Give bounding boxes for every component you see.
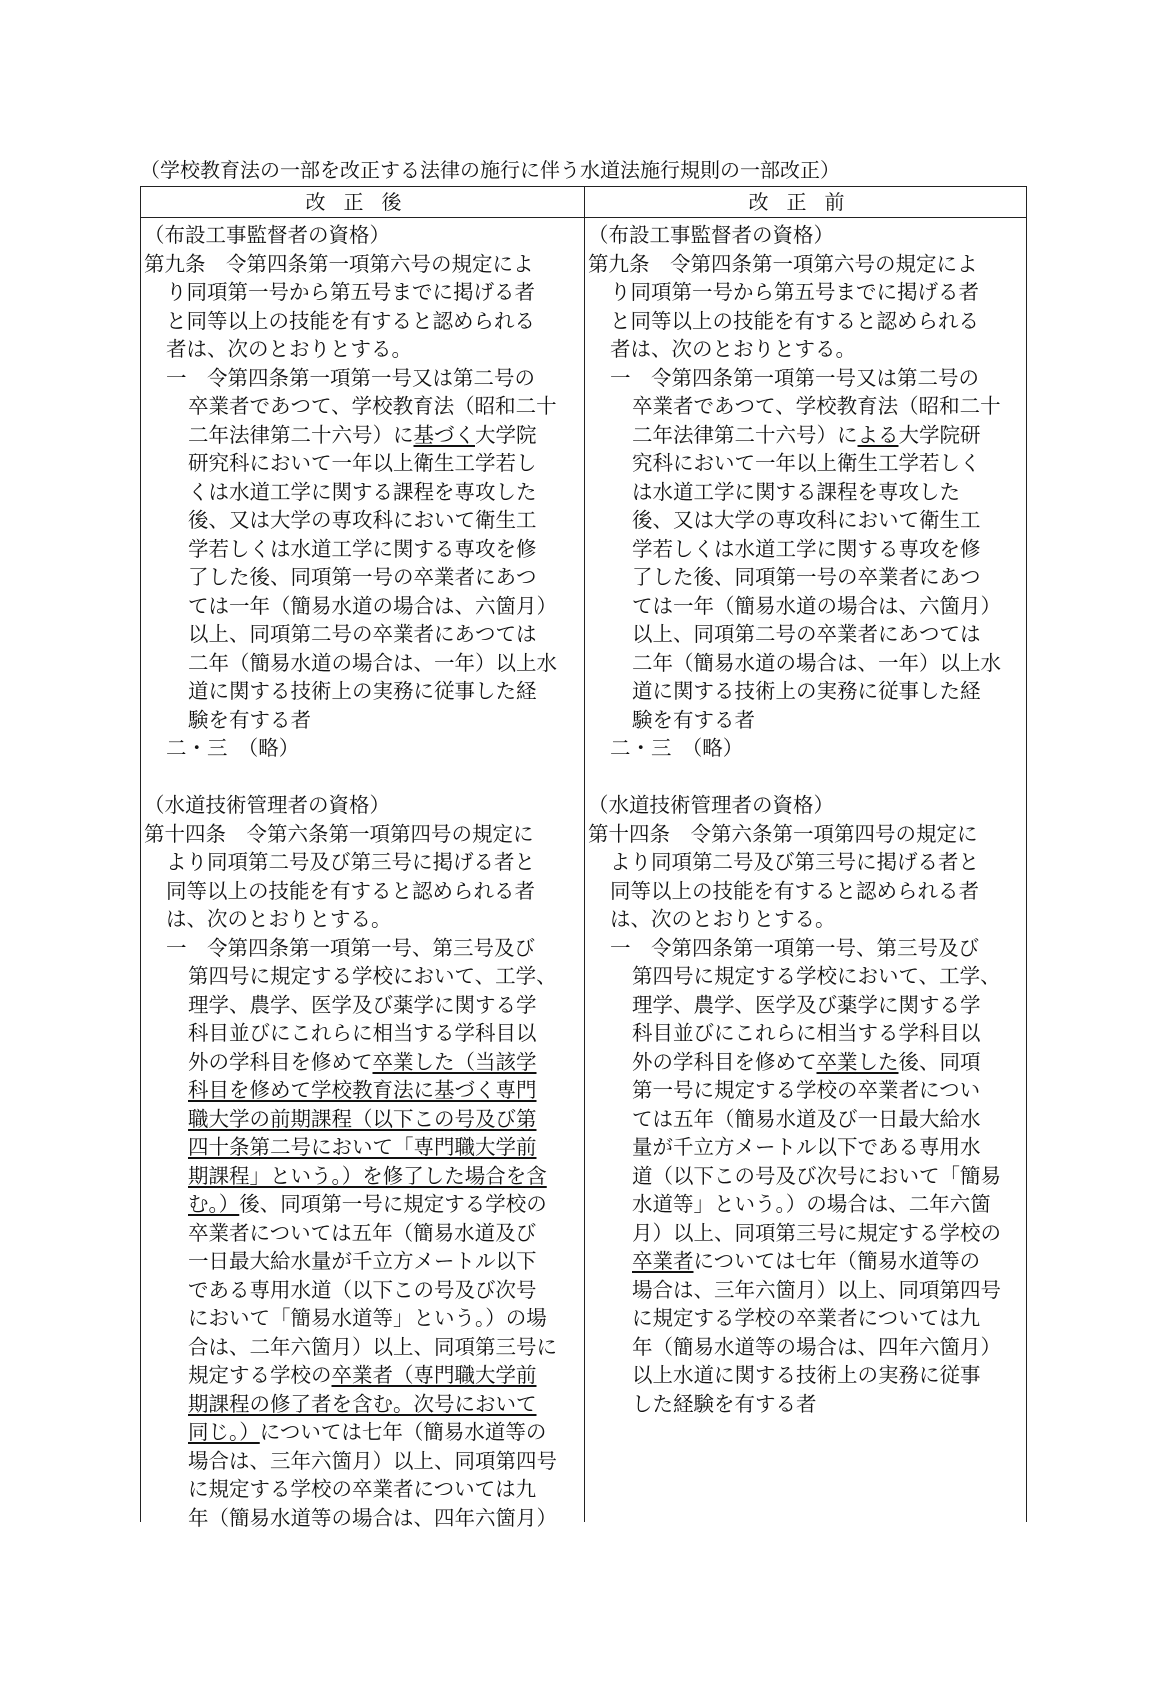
article-line: り同項第一号から第五号までに掲げる者 xyxy=(166,280,535,304)
article-line: 同等以上の技能を有すると認められる者 xyxy=(610,878,979,903)
item-line: 月）以上、同項第三号に規定する学校の xyxy=(632,1220,1001,1245)
item-line: 二年（簡易水道の場合は、一年）以上水 xyxy=(188,650,557,675)
article-line: 第十四条 令第六条第一項第四号の規定に xyxy=(144,821,534,846)
item-line: 卒業者については七年（簡易水道等の xyxy=(632,1249,981,1273)
article-line: 第九条 令第四条第一項第六号の規定によ xyxy=(144,251,534,276)
item-line: 二年法律第二十六号）による大学院研 xyxy=(632,422,981,447)
amended-text: 科目を修めて学校教育法に基づく専門 xyxy=(188,1078,537,1102)
comparison-table xyxy=(140,186,1027,1530)
item-line: 第四号に規定する学校において、工学、 xyxy=(188,964,557,988)
item-line: 了した後、同項第一号の卒業者にあつ xyxy=(188,565,537,589)
amended-text: 卒業した xyxy=(816,1049,899,1074)
item-line: 科目並びにこれらに相当する学科目以 xyxy=(188,1021,537,1045)
header-after: 改正後 xyxy=(305,190,420,214)
item-line: 理学、農学、医学及び薬学に関する学 xyxy=(632,992,981,1017)
item-line: 研究科において一年以上衛生工学若し xyxy=(188,451,537,475)
item-line: 究科において一年以上衛生工学若しく xyxy=(632,451,981,475)
amended-text: よる xyxy=(857,422,899,447)
item-line: 場合は、三年六箇月）以上、同項第四号 xyxy=(188,1448,557,1473)
article-line: と同等以上の技能を有すると認められる xyxy=(166,308,535,333)
item-line: 学若しくは水道工学に関する専攻を修 xyxy=(632,536,981,561)
article-line: 第九条 令第四条第一項第六号の規定によ xyxy=(588,251,978,276)
item-line: において「簡易水道等」という。）の場 xyxy=(188,1306,547,1330)
item-line: 道に関する技術上の実務に従事した経 xyxy=(632,679,981,703)
item-line: 卒業者であつて、学校教育法（昭和二十 xyxy=(188,394,557,418)
item-line: は水道工学に関する課程を専攻した xyxy=(632,479,960,504)
item-line: である専用水道（以下この号及び次号 xyxy=(188,1277,537,1302)
amended-text: 期課程の修了者を含む。次号において xyxy=(188,1391,537,1416)
article-line: と同等以上の技能を有すると認められる xyxy=(610,308,979,333)
item-line: 第一号に規定する学校の卒業者につい xyxy=(632,1078,981,1102)
item-line: 験を有する者 xyxy=(188,707,311,732)
column-divider xyxy=(584,187,585,1522)
amended-text: 卒業者 xyxy=(632,1249,694,1273)
item-line: 一日最大給水量が千立方メートル以下 xyxy=(188,1249,537,1273)
amended-text: 卒業者（専門職大学前 xyxy=(331,1363,537,1387)
amended-text: 四十条第二号において「専門職大学前 xyxy=(188,1135,537,1159)
item-line: くは水道工学に関する課程を専攻した xyxy=(188,479,537,504)
item-line: 一 令第四条第一項第一号又は第二号の xyxy=(610,365,979,390)
item-line: 理学、農学、医学及び薬学に関する学 xyxy=(188,992,537,1017)
article-line: は、次のとおりとする。 xyxy=(610,907,836,931)
item-line: 一 令第四条第一項第一号、第三号及び xyxy=(610,935,979,960)
item-line: 二年（簡易水道の場合は、一年）以上水 xyxy=(632,650,1001,675)
article-heading: （水道技術管理者の資格） xyxy=(588,793,834,817)
article-line: より同項第二号及び第三号に掲げる者と xyxy=(166,850,535,874)
item-line: 場合は、三年六箇月）以上、同項第四号 xyxy=(632,1277,1001,1302)
item-line: 年（簡易水道等の場合は、四年六箇月） xyxy=(188,1505,557,1530)
item-line: 年（簡易水道等の場合は、四年六箇月） xyxy=(632,1334,1001,1359)
item-line: 以上水道に関する技術上の実務に従事 xyxy=(632,1363,981,1387)
item-line: 学若しくは水道工学に関する専攻を修 xyxy=(188,536,537,561)
document-title: （学校教育法の一部を改正する法律の施行に伴う水道法施行規則の一部改正） xyxy=(140,158,840,182)
item-line: 同じ。）については七年（簡易水道等の xyxy=(188,1420,547,1444)
item-line: 道に関する技術上の実務に従事した経 xyxy=(188,679,537,703)
item-line: に規定する学校の卒業者については九 xyxy=(632,1306,981,1330)
item-line: 以上、同項第二号の卒業者にあつては xyxy=(188,622,537,646)
amended-text: 基づく xyxy=(413,422,475,447)
item-line: 科目並びにこれらに相当する学科目以 xyxy=(632,1021,981,1045)
item-line: ては五年（簡易水道及び一日最大給水 xyxy=(632,1106,981,1131)
article-heading: （水道技術管理者の資格） xyxy=(144,793,390,817)
item-line: 卒業者であつて、学校教育法（昭和二十 xyxy=(632,394,1001,418)
item-line: 後、又は大学の専攻科において衛生工 xyxy=(188,508,537,532)
item-line: した経験を有する者 xyxy=(632,1391,817,1416)
amended-text: 期課程」という。）を修了した場合を含 xyxy=(188,1163,547,1188)
item-line: 一 令第四条第一項第一号、第三号及び xyxy=(166,935,535,960)
item-line: 以上、同項第二号の卒業者にあつては xyxy=(632,622,981,646)
item-line: 水道等」という。）の場合は、二年六箇 xyxy=(632,1192,991,1216)
item-line xyxy=(144,1105,580,1134)
item-line: む。）後、同項第一号に規定する学校の xyxy=(188,1192,547,1216)
item-line: ては一年（簡易水道の場合は、六箇月） xyxy=(188,593,557,618)
amended-text: む。） xyxy=(188,1192,240,1216)
item-line: 外の学科目を修めて卒業した後、同項 xyxy=(632,1049,981,1074)
item-line xyxy=(144,1162,580,1191)
article-line: より同項第二号及び第三号に掲げる者と xyxy=(610,850,979,874)
amended-text: 卒業した（当該学 xyxy=(372,1049,537,1074)
article-line: 同等以上の技能を有すると認められる者 xyxy=(166,878,535,903)
header-rule xyxy=(141,217,1026,218)
item-line: 外の学科目を修めて卒業した（当該学 xyxy=(188,1049,537,1074)
article-line: 第十四条 令第六条第一項第四号の規定に xyxy=(588,821,978,846)
item-line: 道（以下この号及び次号において「簡易 xyxy=(632,1163,1001,1188)
item-line: 了した後、同項第一号の卒業者にあつ xyxy=(632,565,981,589)
article-heading: （布設工事監督者の資格） xyxy=(144,223,390,247)
item-line xyxy=(144,1390,580,1419)
article-heading: （布設工事監督者の資格） xyxy=(588,223,834,247)
item-line: 二・三 （略） xyxy=(610,736,744,760)
item-line: ては一年（簡易水道の場合は、六箇月） xyxy=(632,593,1001,618)
item-line: 後、又は大学の専攻科において衛生工 xyxy=(632,508,981,532)
item-line: 合は、二年六箇月）以上、同項第三号に xyxy=(188,1334,557,1359)
item-line: 卒業者については五年（簡易水道及び xyxy=(188,1220,537,1245)
amended-text: 同じ。） xyxy=(188,1420,260,1444)
item-line: 二年法律第二十六号）に基づく大学院 xyxy=(188,422,537,447)
article-line: は、次のとおりとする。 xyxy=(166,907,392,931)
item-line xyxy=(144,1133,580,1162)
item-line: 規定する学校の卒業者（専門職大学前 xyxy=(188,1363,537,1387)
column-before xyxy=(588,221,1024,1418)
article-line: 者は、次のとおりとする。 xyxy=(166,337,412,361)
article-line: り同項第一号から第五号までに掲げる者 xyxy=(610,280,979,304)
item-line: 第四号に規定する学校において、工学、 xyxy=(632,964,1001,988)
item-line: 量が千立方メートル以下である専用水 xyxy=(632,1135,981,1159)
item-line: 二・三 （略） xyxy=(166,736,300,760)
header-before: 改正前 xyxy=(748,190,863,214)
amended-text: 職大学の前期課程（以下この号及び第 xyxy=(188,1106,537,1131)
column-after xyxy=(144,221,580,1532)
article-line: 者は、次のとおりとする。 xyxy=(610,337,856,361)
item-line: に規定する学校の卒業者については九 xyxy=(188,1477,537,1501)
item-line: 一 令第四条第一項第一号又は第二号の xyxy=(166,365,535,390)
item-line xyxy=(144,1076,580,1105)
item-line: 験を有する者 xyxy=(632,707,755,732)
